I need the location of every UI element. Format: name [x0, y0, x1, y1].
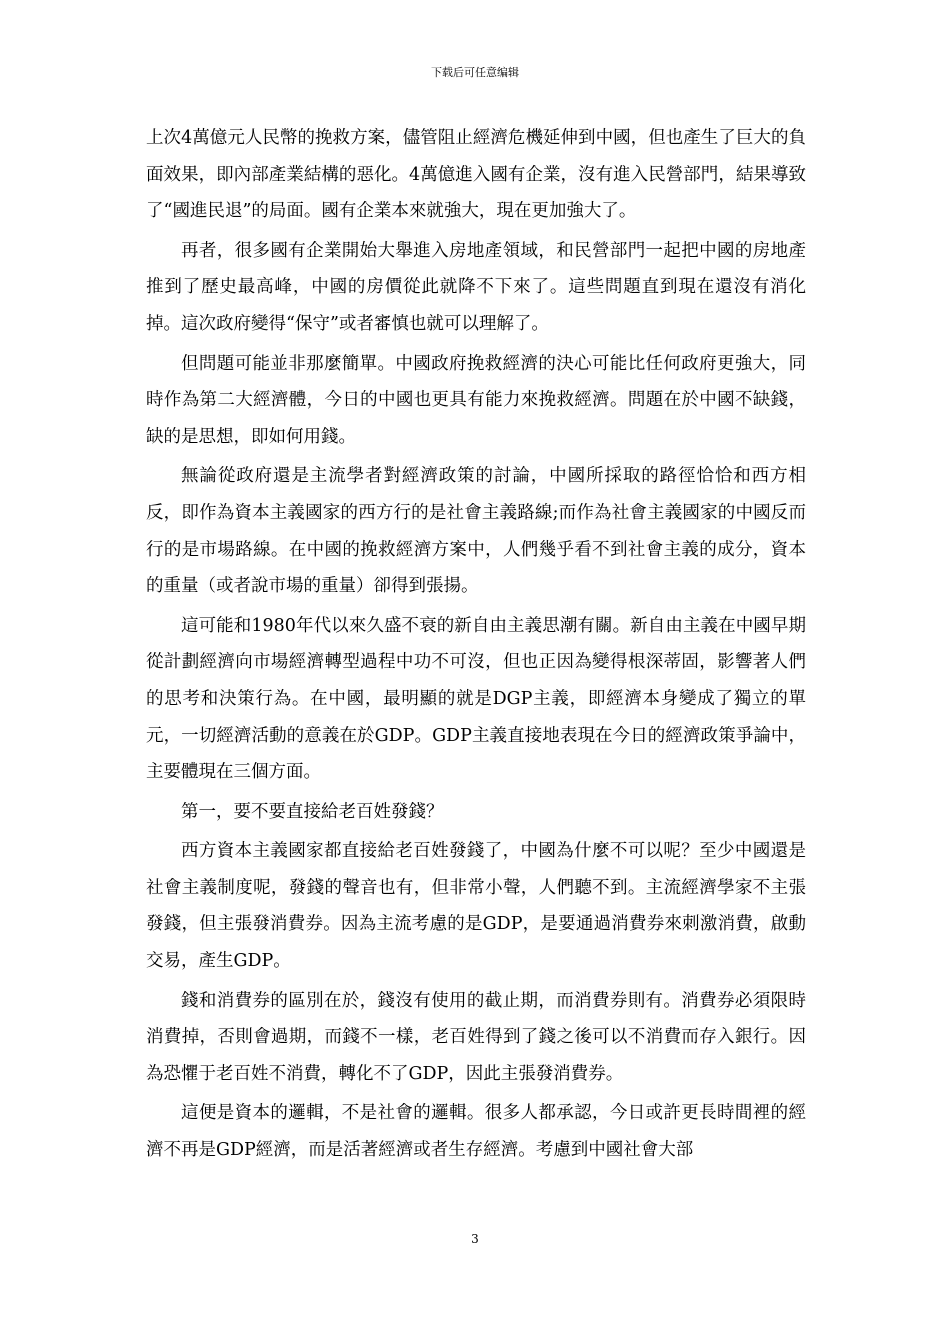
page-header: 下载后可任意编辑 — [431, 66, 519, 79]
paragraph: 上次4萬億元人民幣的挽救方案，儘管阻止經濟危機延伸到中國，但也產生了巨大的負面效果，即內部產業結構的惡化。4萬億進入國有企業，沒有進入民營部門，結果導致了“國進民退”的局面。國有企業本來就強大，現在更加強大了。 — [146, 128, 806, 222]
paragraph: 錢和消費券的區別在於，錢沒有使用的截止期，而消費券則有。消費券必須限時消費掉，否則會過期，而錢不一樣，老百姓得到了錢之後可以不消費而存入銀行。因為恐懼于老百姓不消費，轉化不了GDP，因此主張發消費券。 — [146, 990, 806, 1084]
paragraph: 再者，很多國有企業開始大舉進入房地產領域，和民營部門一起把中國的房地產推到了歷史最高峰，中國的房價從此就降不下來了。這些問題直到現在還沒有消化掉。這次政府變得“保守”或者審慎也就可以理解了。 — [146, 240, 806, 334]
paragraph: 但問題可能並非那麼簡單。中國政府挽救經濟的決心可能比任何政府更強大，同時作為第二大經濟體，今日的中國也更具有能力來挽救經濟。問題在於中國不缺錢，缺的是思想，即如何用錢。 — [146, 353, 806, 447]
paragraph: 無論從政府還是主流學者對經濟政策的討論，中國所採取的路徑恰恰和西方相反，即作為資本主義國家的西方行的是社會主義路線;而作為社會主義國家的中國反而行的是市場路線。在中國的挽救經濟方案中，人們幾乎看不到社會主義的成分，資本的重量（或者說市場的重量）卻得到張揚。 — [146, 466, 806, 597]
body-text — [146, 120, 806, 1172]
paragraph: 西方資本主義國家都直接給老百姓發錢了，中國為什麼不可以呢？至少中國還是社會主義制度呢，發錢的聲音也有，但非常小聲，人們聽不到。主流經濟學家不主張發錢，但主張發消費券。因為主流考慮的是GDP，是要通過消費券來刺激消費，啟動交易，產生GDP。 — [146, 841, 806, 972]
paragraph: 第一，要不要直接給老百姓發錢？ — [181, 801, 444, 822]
paragraph: 這可能和1980年代以來久盛不衰的新自由主義思潮有關。新自由主義在中國早期從計劃經濟向市場經濟轉型過程中功不可沒，但也正因為變得根深蒂固，影響著人們的思考和決策行為。在中國，最明顯的就是DGP主義，即經濟本身變成了獨立的單元，一切經濟活動的意義在於GDP。GDP主義直接地表現在今日的經濟政策爭論中，主要體現在三個方面。 — [146, 615, 806, 783]
paragraph: 這便是資本的邏輯，不是社會的邏輯。很多人都承認，今日或許更長時間裡的經濟不再是GDP經濟，而是活著經濟或者生存經濟。考慮到中國社會大部 — [146, 1103, 806, 1161]
page-number: 3 — [471, 1232, 479, 1246]
